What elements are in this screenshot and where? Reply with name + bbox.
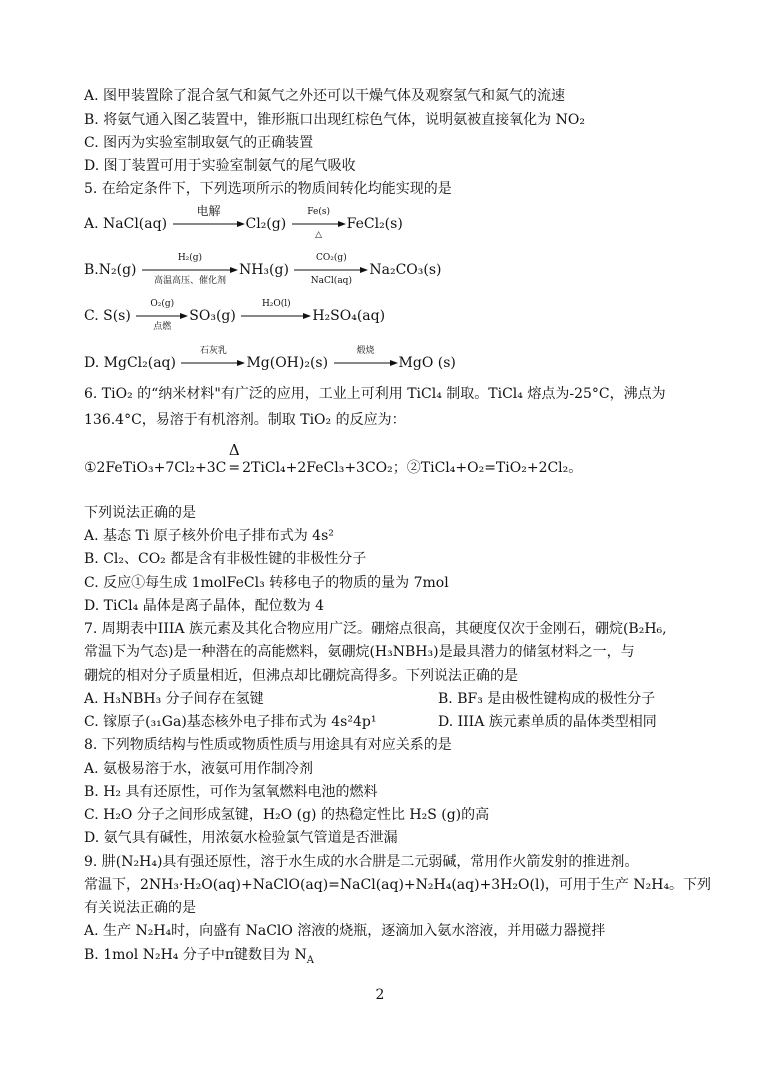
arrow-condition-top: 电解 (196, 204, 221, 218)
product: FeCl₂(s) (346, 216, 403, 232)
q9-option-b-text: B. 1mol N₂H₄ 分子中π键数目为 N (84, 947, 307, 963)
q8-option-d: D. 氨气具有碱性，用浓氨水检验氯气管道是否泄漏 (84, 830, 398, 846)
q6-option-b: B. Cl₂、CO₂ 都是含有非极性键的非极性分子 (84, 551, 367, 567)
arrow-icon (292, 220, 346, 228)
q7-stem-line2: 常温下为气态)是一种潜在的高能燃料，氨硼烷(H₃NBH₃)是最具潜力的储氢材料之一，与 (84, 644, 635, 660)
arrow-condition-top: Fe(s) (307, 207, 330, 217)
q7-stem-line3: 硼烷的相对分子质量相近，但沸点却比硼烷高得多。下列说法正确的是 (84, 668, 518, 684)
q6-question: 下列说法正确的是 (84, 505, 196, 521)
reaction-arrow (173, 204, 245, 228)
arrow-condition-top: O₂(g) (150, 299, 175, 309)
intermediate: SO₃(g) (189, 308, 236, 324)
q6-reaction-equations (84, 441, 583, 477)
reactant: S(s) (103, 308, 131, 324)
heat-symbol: Δ (228, 441, 240, 459)
q7-option-b: B. BF₃ 是由极性键构成的极性分子 (438, 691, 656, 707)
arrow-icon (142, 266, 238, 274)
q4-option-d: D. 图丁装置可用于实验室制氨气的尾气吸收 (84, 158, 356, 174)
reaction-arrow (142, 253, 238, 286)
reactant: NaCl(aq) (103, 216, 168, 232)
arrow-condition-top: H₂(g) (177, 253, 203, 263)
q6-option-a: A. 基态 Ti 原子核外价电子排布式为 4s² (84, 528, 334, 544)
reaction-arrow (292, 207, 346, 240)
q7-option-a: A. H₃NBH₃ 分子间存在氢键 (84, 691, 264, 707)
arrow-icon (173, 220, 245, 228)
product: H₂SO₄(aq) (312, 308, 386, 324)
equals-heating: Δ = (228, 441, 241, 476)
q5-stem: 5. 在给定条件下，下列选项所示的物质间转化均能实现的是 (84, 181, 452, 197)
arrow-icon (136, 312, 188, 320)
q7-option-d: D. IIIA 族元素单质的晶体类型相同 (438, 714, 657, 730)
reaction-arrow (241, 299, 311, 320)
q6-stem-line1: 6. TiO₂ 的“纳米材料"有广泛的应用，工业上可利用 TiCl₄ 制取。TiCl₄ 熔点为-25°C，沸点为 (84, 386, 666, 402)
q4-option-a: A. 图甲装置除了混合氢气和氮气之外还可以干燥气体及观察氢气和氮气的流速 (84, 88, 566, 104)
product: Na₂CO₃(s) (369, 262, 442, 278)
q6-stem-line2: 136.4°C，易溶于有机溶剂。制取 TiO₂ 的反应为： (84, 412, 406, 428)
q5-option-d (84, 346, 456, 372)
q8-option-b: B. H₂ 具有还原性，可作为氢氧燃料电池的燃料 (84, 784, 378, 800)
reaction-arrow (294, 253, 368, 286)
arrow-condition-bottom: △ (315, 230, 323, 240)
arrow-condition-bottom: 点燃 (153, 322, 172, 332)
arrow-icon (241, 312, 311, 320)
arrow-condition-top: 煅烧 (356, 346, 375, 356)
arrow-condition-top: 石灰乳 (199, 346, 227, 356)
reaction-arrow (334, 346, 398, 367)
q4-option-c: C. 图丙为实验室制取氨气的正确装置 (84, 135, 314, 151)
q9-stem-line1: 9. 肼(N₂H₄)具有强还原性，溶于水生成的水合肼是二元弱碱，常用作火箭发射的推进剂。 (84, 854, 639, 870)
intermediate: NH₃(g) (238, 262, 289, 278)
q8-option-a: A. 氨极易溶于水，液氨可用作制冷剂 (84, 761, 314, 777)
q5-option-b (84, 253, 442, 286)
option-label: B. (84, 262, 99, 278)
arrow-icon (181, 359, 245, 367)
arrow-condition-top: CO₂(g) (316, 253, 347, 263)
q9-option-b-subscript: A (306, 954, 314, 966)
q7-stem-line1: 7. 周期表中IIIA 族元素及其化合物应用广泛。硼熔点很高，其硬度仅次于金刚石，硼烷(B₂H₆, (84, 621, 667, 637)
intermediate: Cl₂(g) (245, 216, 287, 232)
product: MgO (s) (398, 355, 456, 371)
q6-option-c: C. 反应①每生成 1molFeCl₃ 转移电子的物质的量为 7mol (84, 575, 449, 591)
reaction-left: ①2FeTiO₃+7Cl₂+3C (84, 460, 227, 476)
option-label: C. (84, 308, 104, 324)
q7-option-c: C. 镓原子(₃₁Ga)基态核外电子排布式为 4s²4p¹ (84, 714, 377, 730)
arrow-condition-top: H₂O(l) (261, 299, 291, 309)
reactant: MgCl₂(aq) (103, 355, 176, 371)
q8-option-c: C. H₂O 分子之间形成氢键，H₂O (g) 的热稳定性比 H₂S (g)的高 (84, 807, 490, 823)
q8-stem: 8. 下列物质结构与性质或物质性质与用途具有对应关系的是 (84, 737, 452, 753)
q9-option-b (84, 946, 314, 970)
q9-stem-line3: 有关说法正确的是 (84, 900, 196, 916)
q4-option-b: B. 将氨气通入图乙装置中，锥形瓶口出现红棕色气体，说明氨被直接氧化为 NO₂ (84, 112, 585, 128)
reaction-arrow (136, 299, 188, 332)
q9-stem-line2: 常温下，2NH₃·H₂O(aq)+NaClO(aq)=NaCl(aq)+N₂H₄(aq)+3H₂O(l)，可用于生产 N₂H₄。下列 (84, 877, 712, 893)
arrow-icon (294, 266, 368, 274)
option-label: A. (84, 216, 104, 232)
arrow-icon (334, 359, 398, 367)
intermediate: Mg(OH)₂(s) (246, 355, 329, 371)
reactant: N₂(g) (98, 262, 137, 278)
page-number: 2 (375, 987, 385, 1003)
q5-option-c (84, 299, 386, 332)
reaction-right: 2TiCl₄+2FeCl₃+3CO₂；②TiCl₄+O₂=TiO₂+2Cl₂。 (242, 460, 583, 476)
q6-option-d: D. TiCl₄ 晶体是离子晶体，配位数为 4 (84, 598, 325, 614)
option-label: D. (84, 355, 104, 371)
arrow-condition-bottom: NaCl(aq) (310, 276, 352, 286)
q9-option-a: A. 生产 N₂H₄时，向盛有 NaClO 溶液的烧瓶，逐滴加入氨水溶液，并用磁力器搅拌 (84, 923, 606, 939)
arrow-condition-bottom: 高温高压、催化剂 (153, 276, 226, 286)
reaction-arrow (181, 346, 245, 367)
q5-option-a (84, 204, 403, 240)
